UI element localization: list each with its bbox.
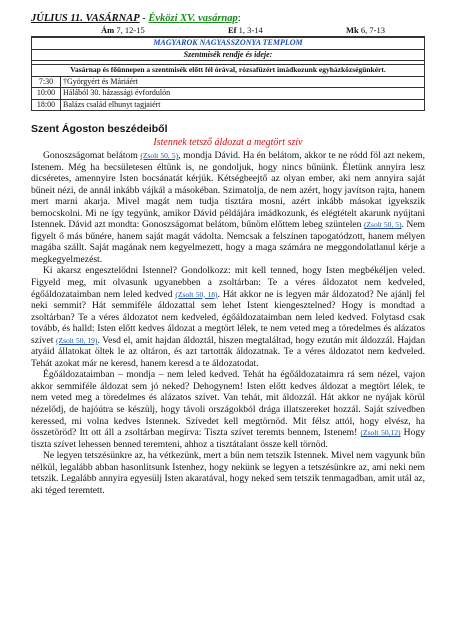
reading-3: Mk 6, 7-13	[346, 25, 385, 35]
mass-time: 7:30	[32, 76, 61, 88]
paragraph-2: Ki akarsz engesztelődni Istennel? Gondolkozz: mit kell tenned, hogy Isten megbékéljen veled. Figyeld meg, mit olvasunk ugyanebben a zsoltárban: Te a véres áldozatot nem kedveled, égőáldozataimban nem leled kedved (Zsolt 50, 18). Hát akkor ne is legyen már áldozatod? Ne ajánlj fel neki semmit? Hát semmiféle áldozattal sem lehet Istent kiengesztelned? Hogy is mondtad a zsoltárban? Te a véres áldozatot nem kedveled, égőáldozataimban nem leled kedved. Folytasd csak tovább, és halld: Isten előtt kedves áldozat a megtört lélek, te nem veted meg a töredelmes és alázatos szívet (Zsolt 50, 19). Vesd el, amit hajdan áldoztál, hiszen megtaláltad, hogy ezután mit áldozzál. Hajdan atyáid állatokat öltek le az oltáron, és azt tartották áldozatnak. Te a véres áldozatot nem kedveled. Tehát azokat már ne keresd, hanem keresd a te áldozatodat.	[31, 265, 426, 369]
liturgical-header	[31, 12, 425, 25]
schedule-title: Szentmisék rendje és ideje:	[32, 49, 425, 61]
article-subtitle: Istennek tetsző áldozat a megtört szív	[153, 137, 303, 148]
bible-reference-link[interactable]: (Zsolt 50, 5)	[363, 220, 402, 230]
mass-time: 10:00	[32, 88, 61, 100]
readings-row	[31, 25, 425, 37]
document-page	[31, 12, 425, 496]
table-row	[32, 76, 425, 88]
paragraph-1: Gonoszságomat belátom (Zsolt 50, 5), mondja Dávid. Ha én belátom, akkor te ne ródd föl azt nekem, Istenem. Még ha becsületesen éltünk is, ne gondoljuk, hogy nincs bűnünk. Életünk annyira lesz dicséretes, amennyire Isten bocsánatát kérjük. Kétségbeejtő az olyan ember, aki nem annyira saját bűneit nézi, de annál inkább vájkál a másokéban. Szimatolja, de nem azért, hogy javítson rajta, hanem mert marni akarja. Mivel magát nem tudja tisztára mosni, azért inkább másokat igyekszik bemocskolni. Mi ne így tegyünk, amikor Dávid példájára imádkozunk, és elégtételt akarunk nyújtani Istennek. Dávid azt mondta: Gonoszságomat belátom, bűnöm előttem lebeg szüntelen (Zsolt 50, 5). Nem figyelt ő más bűnére, hanem saját magát vádolta. Nemcsak a felszínen tapogatódzott, hanem mélyen magába szállt. Saját magának nem kegyelmezett, hogy a maga számára ne meggondolatlanul kérje a megkegyelmezést.	[31, 150, 426, 265]
mass-intention: Balázs család elhunyt tagjaiért	[61, 99, 425, 111]
table-row	[32, 88, 425, 100]
mass-intention: †Györgyért és Máriáért	[61, 76, 425, 88]
rosary-note: Vasárnap és főünnepen a szentmisék előtt fél órával, rózsafüzért imádkozunk egyházközségünkért.	[32, 65, 425, 77]
mass-intention: Hálából 30. házassági évfordulón	[61, 88, 425, 100]
bible-reference-link[interactable]: (Zsolt 50,12)	[360, 428, 401, 438]
bible-reference-link[interactable]: (Zsolt 50, 19)	[55, 335, 98, 345]
reading-1: Ám 7, 12-15	[101, 25, 145, 35]
header-sunday: Évközi XV. vasárnap	[148, 13, 238, 24]
article-body	[31, 150, 425, 496]
header-colon: :	[237, 13, 241, 24]
paragraph-3: Égőáldozataimban – mondja – nem leled kedved. Tehát ha égőáldozataimra rá sem nézel, vajon akkor semmiféle áldozat sem jó neked? Dehogynem! Isten előtt kedves áldozat a megtört lélek, te nem veted meg a töredelmes és alázatos szívet. Van tehát, mit áldozzál. Hát akkor ne nyájak körül nézelődj, de hajóútra se készülj, hogy távoli országokból drága illatszereket hozzál. Saját szívedben keressed, mi volna kedves Istennek. Szívedet kell megtörnöd. Mit félsz attól, hogy elvész, ha összetöröd? Itt ott áll a zsoltárban megírva: Tiszta szívet teremts bennem, Istenem! (Zsolt 50,12) Hogy tiszta szívet lehessen benned teremteni, ahhoz a tisztátalant össze kell törnöd.	[31, 369, 425, 450]
church-name: MAGYAROK NAGYASSZONYA TEMPLOM	[32, 38, 425, 50]
bible-reference-link[interactable]: (Zsolt 50, 18)	[175, 289, 218, 299]
header-date: JÚLIUS 11. VASÁRNAP	[31, 13, 140, 24]
table-row	[32, 99, 425, 111]
bible-reference-link[interactable]: (Zsolt 50, 5)	[140, 151, 179, 160]
reading-2: Ef 1, 3-14	[228, 25, 263, 35]
paragraph-4: Ne legyen tetszésünkre az, ha vétkezünk, mert a bűn nem tetszik Istennek. Mivel nem vagyunk bűn nélkül, legalább abban hasonlítsunk Istenhez, hogy nekünk se legyen a tetszésünkre az, ami neki nem tetszik. Legalább annyira egyesülj Isten akaratával, hogy neked sem tetszik tenmagadban, amit utál az, aki téged teremtett.	[31, 450, 425, 496]
article-title: Szent Ágoston beszédeiből	[31, 123, 168, 135]
mass-schedule-table	[31, 37, 425, 111]
mass-time: 18:00	[32, 99, 61, 111]
header-dash: -	[139, 13, 149, 24]
